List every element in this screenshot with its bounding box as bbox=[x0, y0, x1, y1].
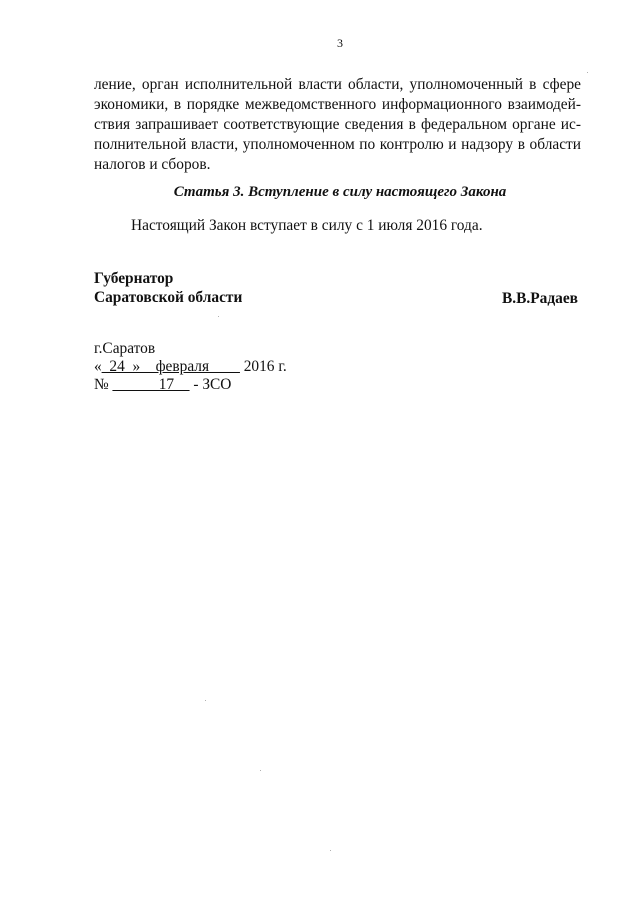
article-paragraph bbox=[94, 75, 581, 175]
law-number-suffix: - ЗСО bbox=[193, 376, 232, 393]
scan-speck bbox=[205, 700, 206, 701]
paragraph-line-5: налогов и сборов. bbox=[94, 156, 211, 173]
signatory-title bbox=[94, 269, 242, 307]
article-3-heading: Статья 3. Вступление в силу настоящего Закона bbox=[173, 184, 507, 200]
paragraph-line-4: полнительной власти, уполномоченном по контролю и надзору в области bbox=[94, 136, 581, 153]
paragraph-line-2: экономики, в порядке межведомственного информационного взаимодей- bbox=[94, 96, 581, 113]
date-line bbox=[94, 358, 287, 376]
law-number-value: ______17__ bbox=[112, 376, 190, 393]
page-number: 3 bbox=[337, 36, 343, 50]
paragraph-line-3: ствия запрашивает соответствующие сведения в федеральном органе ис- bbox=[94, 116, 581, 133]
scan-speck bbox=[587, 72, 588, 73]
place-date-block bbox=[94, 340, 287, 394]
signatory-title-line-1: Губернатор bbox=[94, 270, 174, 287]
law-number-prefix: № bbox=[94, 376, 109, 393]
scan-speck bbox=[218, 316, 219, 317]
signatory-name: В.В.Радаев bbox=[502, 290, 578, 307]
signatory-title-line-2: Саратовской области bbox=[94, 289, 243, 306]
paragraph-line-1: ление, орган исполнительной власти области, уполномоченный в сфере bbox=[94, 76, 581, 93]
city-line: г.Саратов bbox=[94, 340, 156, 357]
date-open-quote: « bbox=[94, 358, 102, 375]
scan-speck bbox=[260, 770, 261, 771]
date-day-month: _24_»__февраля____ bbox=[101, 358, 240, 375]
scan-speck bbox=[330, 850, 331, 851]
date-year: 2016 г. bbox=[243, 358, 287, 375]
law-number-line bbox=[94, 376, 287, 394]
article-3-text: Настоящий Закон вступает в силу с 1 июля 2016 года. bbox=[131, 217, 483, 234]
